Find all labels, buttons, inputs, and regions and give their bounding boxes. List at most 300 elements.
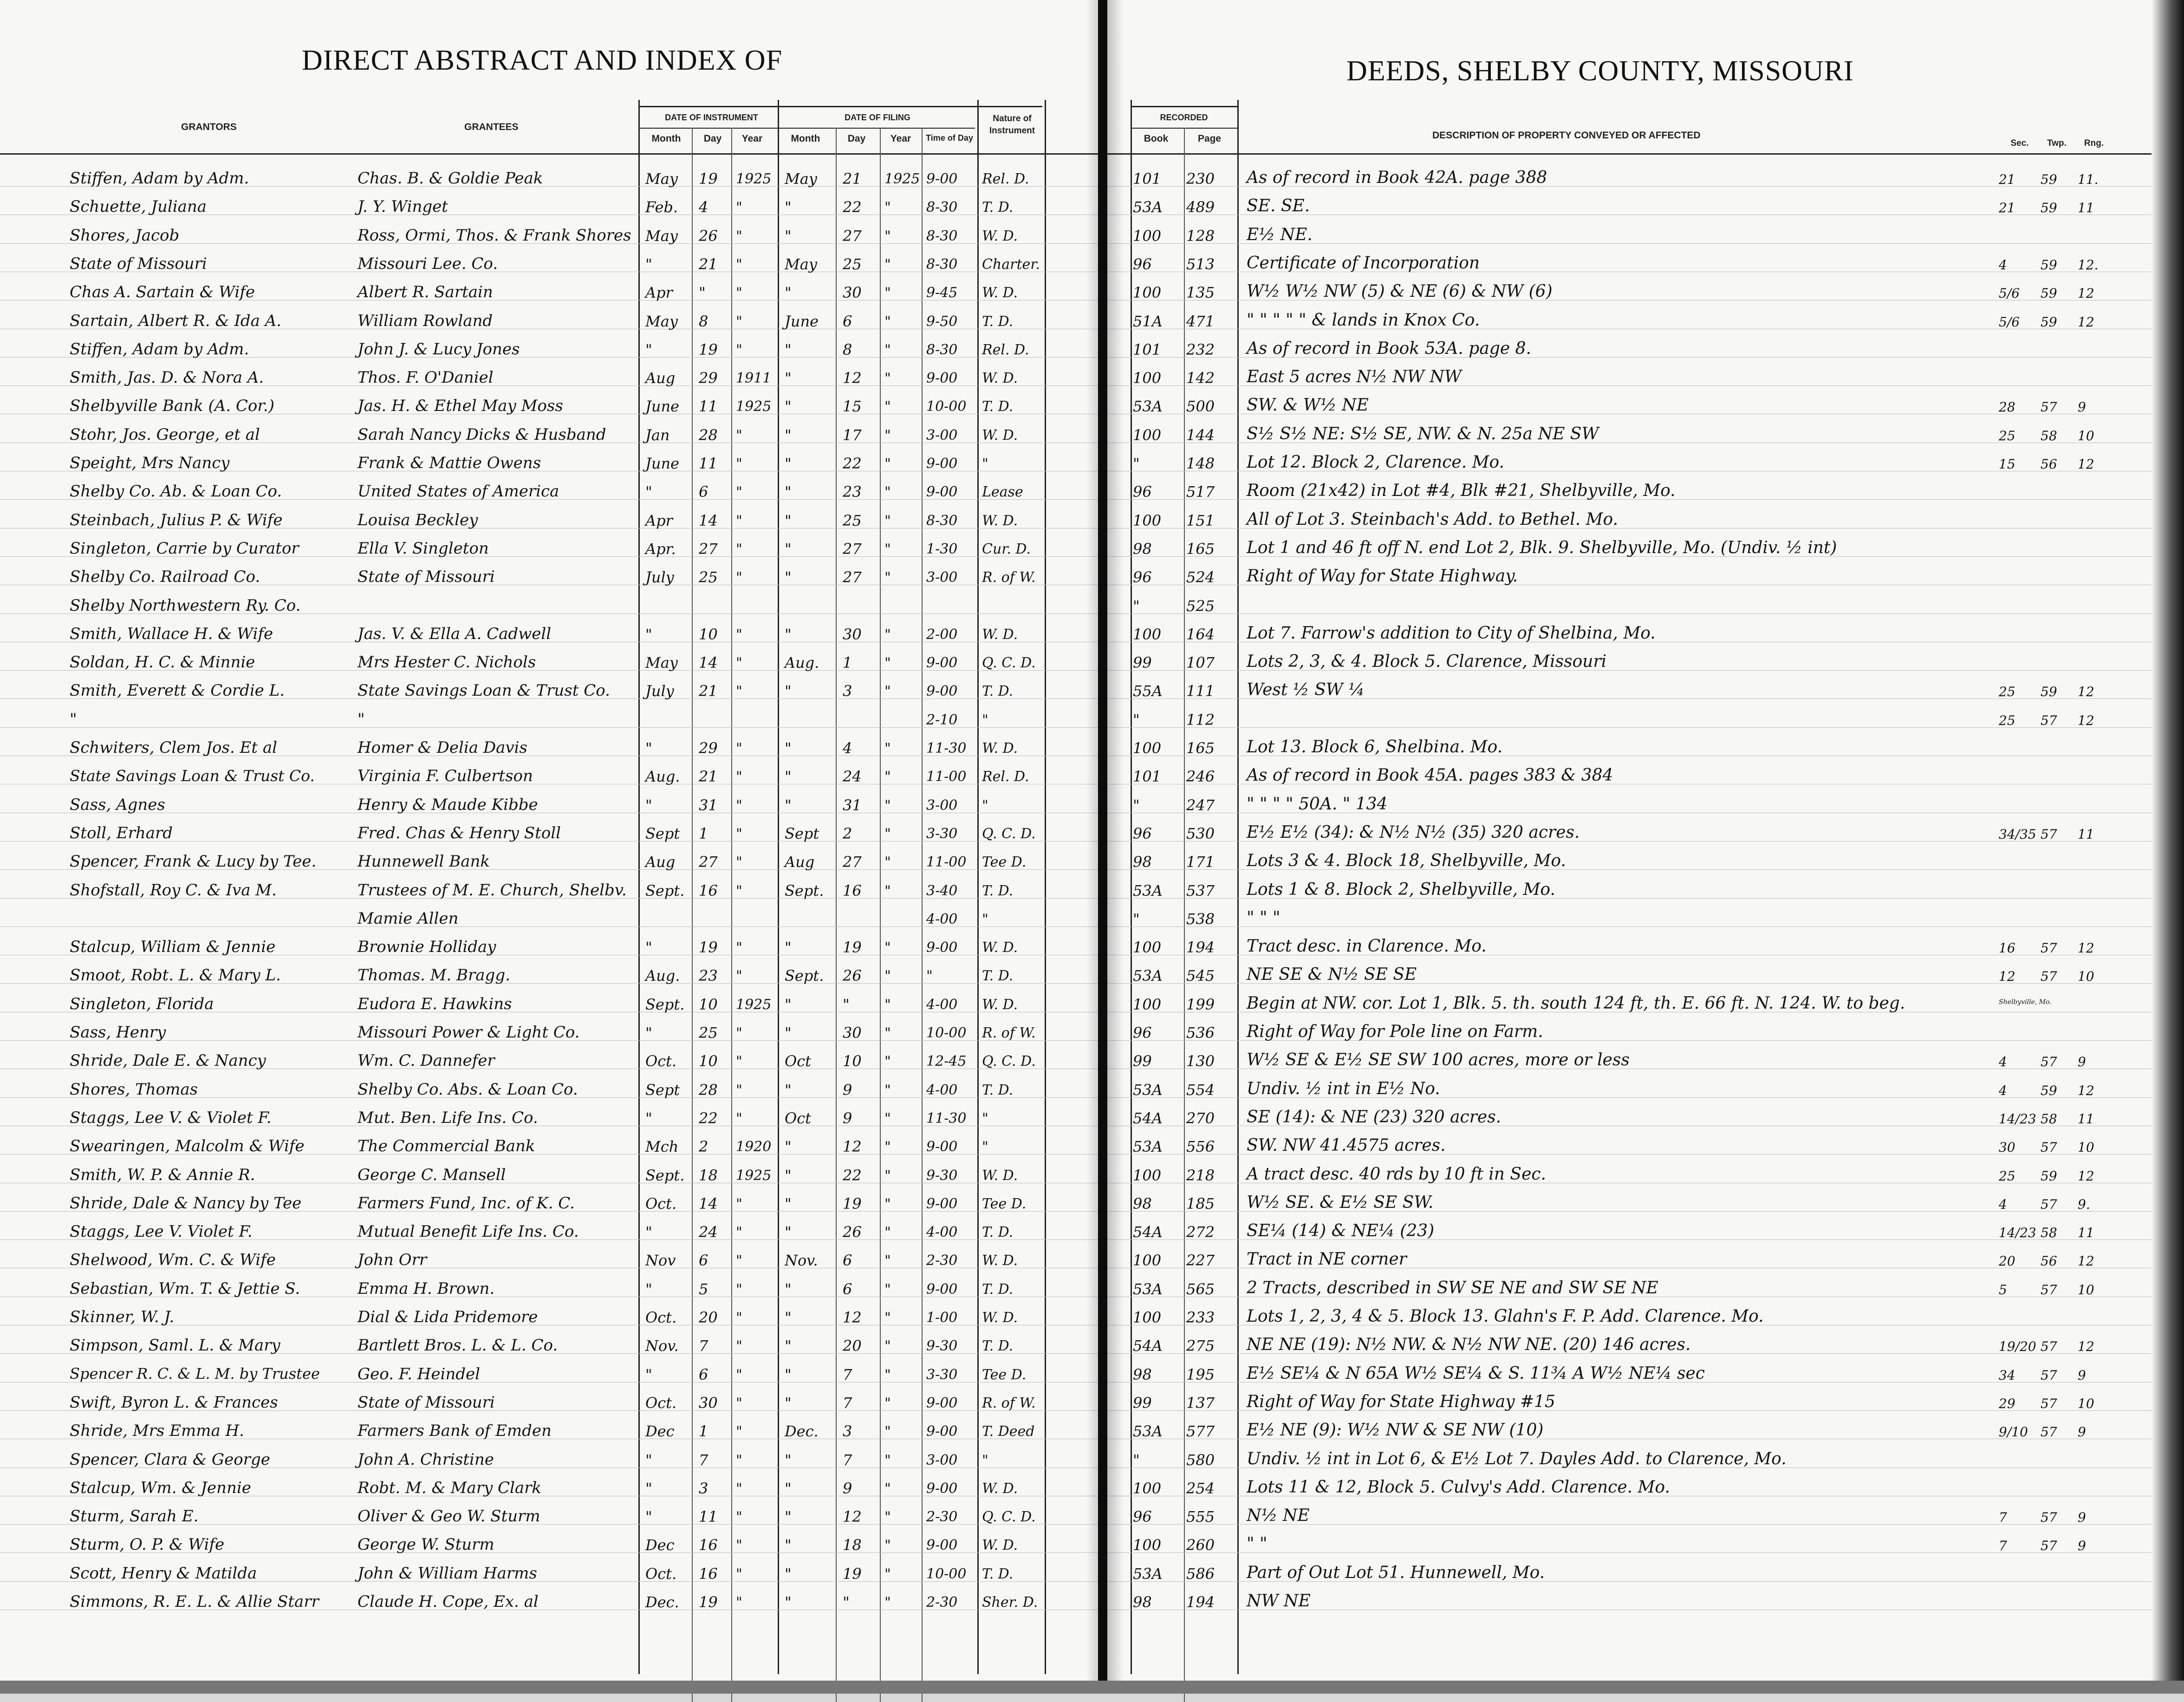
entry-description: As of record in Book 42A. page 388: [1247, 168, 1547, 187]
entry-file-month: ": [785, 739, 792, 757]
entry-inst-year: ": [736, 541, 742, 557]
entry-book: 96: [1133, 255, 1152, 273]
entry-file-month: ": [785, 796, 792, 814]
entry-nature: Q. C. D.: [982, 655, 1036, 671]
entry-grantee: State of Missouri: [358, 567, 495, 586]
entry-grantee: Jas. H. & Ethel May Moss: [358, 397, 563, 415]
entry-file-year: ": [884, 683, 891, 699]
entry-description: E½ NE (9): W½ NW & SE NW (10): [1247, 1421, 1544, 1440]
entry-nature: W. D.: [982, 1252, 1018, 1269]
entry-file-day: 26: [843, 1223, 862, 1241]
entry-book: 99: [1133, 1052, 1152, 1070]
entry-inst-month: Oct.: [645, 1565, 677, 1583]
entry-nature: W. D.: [982, 228, 1018, 244]
entry-twp: 56: [2041, 1253, 2057, 1269]
entry-time: 4-00: [926, 1224, 958, 1240]
entry-file-year: ": [884, 939, 891, 956]
entry-file-month: June: [785, 313, 819, 330]
entry-time: 3-40: [926, 883, 958, 899]
entry-grantee: George C. Mansell: [358, 1166, 506, 1184]
entry-page: 538: [1186, 910, 1215, 928]
entry-sec: 25: [1999, 684, 2015, 699]
entry-page: 580: [1186, 1451, 1215, 1469]
entry-file-month: May: [785, 170, 817, 188]
entry-time: 10-00: [926, 398, 967, 415]
entry-inst-year: ": [736, 313, 742, 330]
entry-inst-year: ": [736, 1053, 742, 1069]
entry-inst-year: ": [736, 939, 742, 956]
entry-file-month: May: [785, 255, 817, 273]
entry-grantor: Singleton, Florida: [70, 995, 214, 1013]
entry-twp: 59: [2041, 257, 2057, 273]
entry-file-month: Oct: [785, 1052, 812, 1070]
entry-inst-day: 14: [699, 512, 718, 529]
entry-book: 53A: [1133, 398, 1163, 415]
entry-nature: T. D.: [982, 1338, 1014, 1354]
entry-description: Lots 11 & 12, Block 5. Culvy's Add. Clarence. Mo.: [1247, 1478, 1670, 1497]
entry-grantee: Shelby Co. Abs. & Loan Co.: [358, 1080, 578, 1099]
entry-description: Lots 3 & 4. Block 18, Shelbyville, Mo.: [1247, 851, 1566, 870]
entry-file-day: 10: [843, 1052, 862, 1070]
entry-inst-day: 1: [699, 1422, 708, 1440]
entry-page: 218: [1186, 1167, 1215, 1184]
entry-page: 128: [1186, 227, 1215, 245]
entry-inst-month: ": [645, 1451, 652, 1469]
entry-book: 54A: [1133, 1223, 1163, 1241]
entry-page: 524: [1186, 568, 1215, 586]
entry-file-month: ": [785, 284, 792, 301]
entry-page: 554: [1186, 1081, 1215, 1099]
entry-page: 230: [1186, 170, 1215, 188]
entry-file-month: ": [785, 426, 792, 444]
entry-time: 12-45: [926, 1053, 967, 1069]
entry-inst-year: ": [736, 513, 742, 529]
entry-file-day: 21: [843, 170, 862, 188]
entry-grantor: Smith, Jas. D. & Nora A.: [70, 368, 264, 387]
entry-grantee: Thomas. M. Bragg.: [358, 966, 510, 985]
entry-file-day: 9: [843, 1109, 852, 1127]
entry-book: 51A: [1133, 313, 1163, 330]
entry-page: 577: [1186, 1422, 1215, 1440]
entry-book: 101: [1133, 341, 1162, 359]
entry-sec: 21: [1999, 172, 2015, 187]
entry-sec: 15: [1999, 456, 2015, 472]
entry-rng: 12: [2078, 1168, 2094, 1184]
entry-file-year: ": [884, 256, 891, 273]
entry-inst-year: ": [736, 797, 742, 814]
entry-book: 98: [1133, 1593, 1152, 1611]
entry-description: Right of Way for Pole line on Farm.: [1247, 1022, 1543, 1041]
entry-file-month: ": [785, 1167, 792, 1184]
col-header-book: Book: [1144, 133, 1169, 144]
entry-grantor: Singleton, Carrie by Curator: [70, 539, 299, 558]
divider-page-desc: [1237, 100, 1239, 1674]
entry-file-day: 8: [843, 341, 852, 359]
entry-inst-year: ": [736, 1395, 742, 1411]
entry-description: Right of Way for State Highway #15: [1247, 1392, 1555, 1411]
entry-inst-month: Sept.: [645, 882, 685, 900]
entry-nature: W. D.: [982, 939, 1018, 956]
entry-inst-day: 5: [699, 1280, 708, 1298]
entry-nature: ": [982, 712, 988, 728]
entry-inst-year: ": [736, 1480, 742, 1497]
entry-grantee: Bartlett Bros. L. & L. Co.: [358, 1336, 558, 1355]
entry-grantee: Fred. Chas & Henry Stoll: [358, 824, 561, 842]
entry-inst-year: ": [736, 1252, 742, 1269]
entry-file-day: 22: [843, 455, 862, 472]
entry-page: 227: [1186, 1252, 1215, 1269]
col-header-file-year: Year: [890, 133, 911, 144]
entry-book: 54A: [1133, 1109, 1163, 1127]
entry-file-year: ": [884, 1196, 891, 1212]
entry-inst-day: 21: [699, 682, 718, 700]
entry-file-month: ": [785, 198, 792, 216]
divider-file-month-day: [836, 128, 837, 1702]
entry-inst-day: 29: [699, 739, 718, 757]
entry-inst-day: 19: [699, 1593, 718, 1611]
entry-description: Right of Way for State Highway.: [1247, 567, 1518, 586]
entry-page: 137: [1186, 1394, 1215, 1412]
entry-inst-month: Oct.: [645, 1195, 677, 1213]
entry-file-day: 12: [843, 369, 862, 387]
entry-file-day: 27: [843, 568, 862, 586]
entry-file-month: Aug: [785, 853, 815, 871]
entry-description: Tract in NE corner: [1247, 1250, 1407, 1269]
entry-inst-month: ": [645, 1109, 652, 1127]
entry-inst-year: 1911: [736, 370, 772, 386]
entry-nature: T. D.: [982, 968, 1014, 984]
entry-inst-day: 21: [699, 255, 718, 273]
entry-time: 9-00: [926, 1480, 958, 1497]
entry-book: 98: [1133, 853, 1152, 871]
entry-grantee: John A. Christine: [358, 1450, 494, 1469]
entry-grantor: Staggs, Lee V. Violet F.: [70, 1222, 253, 1241]
entry-grantor: Spencer, Clara & George: [70, 1450, 270, 1469]
entry-rng: 12: [2078, 1339, 2094, 1354]
entry-inst-month: ": [645, 796, 652, 814]
entry-inst-month: Nov: [645, 1252, 676, 1269]
entry-file-month: ": [785, 1394, 792, 1412]
entry-rng: 12: [2078, 314, 2094, 330]
entry-file-month: ": [785, 1593, 792, 1611]
entry-time: 9-00: [926, 1395, 958, 1411]
entry-file-day: 3: [843, 682, 852, 700]
entry-nature: W. D.: [982, 370, 1018, 386]
entry-grantee: Missouri Power & Light Co.: [358, 1023, 580, 1042]
entry-file-year: ": [884, 1025, 891, 1041]
entry-file-month: ": [785, 1366, 792, 1383]
header-rule-bottom: [0, 153, 1098, 155]
entry-page: 270: [1186, 1109, 1215, 1127]
entry-file-year: ": [884, 626, 891, 643]
entry-nature: W. D.: [982, 513, 1018, 529]
entry-file-year: ": [884, 1252, 891, 1269]
entry-time: 9-00: [926, 1281, 958, 1298]
entry-inst-month: June: [645, 455, 679, 472]
entry-description: NE NE (19): N½ NW. & N½ NW NE. (20) 146 acres.: [1247, 1335, 1691, 1354]
entry-grantee: Louisa Beckley: [358, 511, 478, 529]
recorded-rule-top: [1131, 106, 1237, 107]
entry-rng: 11: [2078, 1225, 2094, 1240]
entry-file-day: 2: [843, 825, 852, 842]
entry-file-month: Sept: [785, 825, 819, 842]
entry-twp: 57: [2041, 1054, 2057, 1069]
entry-file-month: ": [785, 398, 792, 415]
entry-twp: 57: [2041, 1282, 2057, 1298]
entry-description: " " " " 50A. " 134: [1247, 795, 1388, 814]
entry-grantor: Steinbach, Julius P. & Wife: [70, 511, 283, 529]
entry-sec: 5/6: [1999, 314, 2020, 330]
entry-rng: 11: [2078, 1111, 2094, 1127]
entry-time: 1-30: [926, 541, 958, 557]
entry-time: 9-30: [926, 1338, 958, 1354]
entry-page: 195: [1186, 1366, 1215, 1383]
entry-description: NE SE & N½ SE SE: [1247, 965, 1417, 984]
entry-time: 4-00: [926, 911, 958, 927]
entry-inst-year: ": [736, 1310, 742, 1326]
entry-page: 111: [1186, 682, 1215, 700]
entry-grantor: Spencer, Frank & Lucy by Tee.: [70, 852, 317, 871]
entry-book: 54A: [1133, 1337, 1163, 1355]
entry-time: 11-30: [926, 1110, 967, 1127]
entry-rng: 9.: [2078, 1197, 2090, 1212]
entry-nature: Rel. D.: [982, 342, 1029, 358]
entry-inst-day: 29: [699, 369, 718, 387]
entry-page: 513: [1186, 255, 1215, 273]
entry-inst-month: Aug.: [645, 768, 680, 785]
col-header-time-of-day: Time of Day: [926, 133, 973, 143]
entry-file-month: ": [785, 540, 792, 558]
col-header-grantors: GRANTORS: [181, 122, 237, 132]
entry-file-day: 27: [843, 227, 862, 245]
entry-twp: 59: [2041, 1168, 2057, 1184]
entry-book: 96: [1133, 1024, 1152, 1042]
entry-file-day: 1: [843, 654, 852, 672]
entry-sec: 25: [1999, 713, 2015, 728]
entry-grantee: ": [358, 710, 365, 729]
entry-grantor: Chas A. Sartain & Wife: [70, 283, 255, 301]
entry-grantee: Wm. C. Dannefer: [358, 1051, 495, 1070]
entry-inst-month: Sept: [645, 825, 680, 842]
entry-book: 100: [1133, 369, 1162, 387]
entry-file-year: ": [884, 398, 891, 415]
entry-book: ": [1133, 711, 1140, 729]
entry-file-day: 6: [843, 313, 852, 330]
entry-description: West ½ SW ¼: [1247, 680, 1365, 699]
entry-grantor: Swearingen, Malcolm & Wife: [70, 1137, 305, 1155]
entry-page: 536: [1186, 1024, 1215, 1042]
entry-rng: 12: [2078, 713, 2094, 728]
entry-file-month: ": [785, 1024, 792, 1042]
entry-file-day: 18: [843, 1536, 862, 1554]
entry-inst-day: 25: [699, 568, 718, 586]
entry-twp: 59: [2041, 286, 2057, 301]
entry-file-month: ": [785, 1280, 792, 1298]
entry-grantor: Sebastian, Wm. T. & Jettie S.: [70, 1279, 300, 1298]
divider-inst-day-year: [731, 128, 732, 1702]
entry-twp: 59: [2041, 200, 2057, 215]
entry-book: 100: [1133, 284, 1162, 301]
entry-file-year: ": [884, 313, 891, 330]
entry-nature: ": [982, 456, 988, 472]
entry-grantee: John & William Harms: [358, 1564, 537, 1583]
entry-time: 9-00: [926, 370, 958, 386]
entry-rng: 10: [2078, 1396, 2094, 1411]
entry-time: 9-00: [926, 1139, 958, 1155]
entry-file-day: 30: [843, 626, 862, 643]
entry-grantee: Mutual Benefit Life Ins. Co.: [358, 1222, 579, 1241]
entry-grantee: Eudora E. Hawkins: [358, 995, 512, 1013]
entry-sec: 21: [1999, 200, 2015, 215]
entry-grantee: Farmers Fund, Inc. of K. C.: [358, 1194, 575, 1213]
entry-inst-year: ": [736, 228, 742, 244]
entry-file-year: ": [884, 199, 891, 215]
entry-file-month: ": [785, 483, 792, 501]
entry-file-year: ": [884, 1224, 891, 1240]
entry-book: 101: [1133, 170, 1162, 188]
entry-sec: 25: [1999, 428, 2015, 443]
entry-description: SE. SE.: [1247, 196, 1310, 215]
entry-grantee: George W. Sturm: [358, 1535, 494, 1554]
entry-book: 96: [1133, 1508, 1152, 1526]
entry-time: 9-00: [926, 939, 958, 956]
entry-inst-year: ": [736, 854, 742, 870]
entry-time: 8-30: [926, 199, 958, 215]
entry-rng: 12: [2078, 940, 2094, 956]
entry-inst-month: July: [645, 682, 674, 700]
entry-grantee: Albert R. Sartain: [358, 283, 493, 301]
entry-description: SE (14): & NE (23) 320 acres.: [1247, 1108, 1502, 1127]
entry-nature: Rel. D.: [982, 171, 1029, 187]
entry-grantee: Thos. F. O'Daniel: [358, 368, 494, 387]
entry-rng: 12: [2078, 286, 2094, 301]
entry-grantee: Ella V. Singleton: [358, 539, 489, 558]
entry-sec: 5/6: [1999, 286, 2020, 301]
entry-description: Lots 2, 3, & 4. Block 5. Clarence, Missouri: [1247, 652, 1607, 671]
entry-file-month: ": [785, 1195, 792, 1213]
ruled-line: [1107, 613, 2152, 614]
entry-page: 107: [1186, 654, 1215, 672]
entry-file-year: ": [884, 484, 891, 500]
entry-description: All of Lot 3. Steinbach's Add. to Bethel. Mo.: [1247, 510, 1618, 529]
entry-nature: W. D.: [982, 1167, 1018, 1184]
entry-inst-day: 30: [699, 1394, 718, 1412]
entry-rng: 9: [2078, 1510, 2086, 1525]
entry-grantor: Smith, W. P. & Annie R.: [70, 1166, 255, 1184]
bottom-edge-shadow: [0, 1681, 2184, 1694]
entry-file-month: Aug.: [785, 654, 819, 672]
entry-file-year: ": [884, 1338, 891, 1354]
col-header-recorded: RECORDED: [1160, 113, 1208, 122]
entry-grantee: United States of America: [358, 482, 559, 501]
entry-time: 3-30: [926, 826, 958, 842]
entry-file-year: ": [884, 1139, 891, 1155]
entry-description: E½ E½ (34): & N½ N½ (35) 320 acres.: [1247, 823, 1580, 842]
entry-file-month: ": [785, 996, 792, 1013]
entry-description: SW. & W½ NE: [1247, 396, 1369, 415]
entry-description: 2 Tracts, described in SW SE NE and SW SE NE: [1247, 1278, 1658, 1298]
entry-rng: 10: [2078, 428, 2094, 443]
entry-file-month: ": [785, 1309, 792, 1326]
entry-grantee: Henry & Maude Kibbe: [358, 796, 538, 814]
entry-file-month: ": [785, 1480, 792, 1497]
entry-inst-year: 1925: [736, 1167, 772, 1184]
entry-description: As of record in Book 45A. pages 383 & 384: [1247, 766, 1613, 785]
entry-file-day: 7: [843, 1394, 852, 1412]
entry-page: 530: [1186, 825, 1215, 842]
entry-file-day: 27: [843, 853, 862, 871]
entry-grantee: Missouri Lee. Co.: [358, 254, 498, 273]
entry-description: Part of Out Lot 51. Hunnewell, Mo.: [1247, 1563, 1545, 1582]
entry-inst-year: ": [736, 569, 742, 586]
entry-grantor: Shores, Thomas: [70, 1080, 198, 1099]
entry-inst-day: 14: [699, 1195, 718, 1213]
entry-page: 500: [1186, 398, 1215, 415]
entry-grantor: Simmons, R. E. L. & Allie Starr: [70, 1592, 319, 1611]
entry-rng: 12: [2078, 456, 2094, 472]
entry-file-year: ": [884, 342, 891, 358]
entry-file-day: 19: [843, 939, 862, 956]
entry-time: 9-00: [926, 484, 958, 500]
entry-page: 517: [1186, 483, 1215, 501]
entry-nature: W. D.: [982, 1480, 1018, 1497]
entry-time: 9-00: [926, 1196, 958, 1212]
entry-book: 53A: [1133, 1081, 1163, 1099]
entry-inst-month: Feb.: [645, 198, 678, 216]
entry-twp: 57: [2041, 1197, 2057, 1212]
entry-rng: 11.: [2078, 172, 2099, 187]
entry-inst-month: Apr: [645, 512, 673, 529]
entry-file-month: ": [785, 1138, 792, 1155]
entry-time: 2-30: [926, 1509, 958, 1525]
entry-grantee: Oliver & Geo W. Sturm: [358, 1507, 540, 1526]
entry-time: 4-00: [926, 997, 958, 1013]
entry-nature: T. D.: [982, 398, 1014, 415]
entry-page: 165: [1186, 540, 1215, 558]
entry-grantor: Shelby Co. Railroad Co.: [70, 567, 260, 586]
entry-file-year: ": [884, 1452, 891, 1468]
entry-twp: 57: [2041, 1510, 2057, 1525]
entry-time: 4-00: [926, 1082, 958, 1098]
left-page-title: DIRECT ABSTRACT AND INDEX OF: [302, 45, 783, 76]
entry-time: 9-50: [926, 313, 958, 330]
entry-inst-year: ": [736, 1196, 742, 1212]
entry-time: 8-30: [926, 256, 958, 273]
entry-nature: W. D.: [982, 285, 1018, 301]
entry-page: 142: [1186, 369, 1215, 387]
entry-inst-year: ": [736, 683, 742, 699]
entry-inst-day: 24: [699, 1223, 718, 1241]
entry-file-day: 12: [843, 1309, 862, 1326]
entry-nature: Lease: [982, 484, 1023, 500]
entry-rng: 11: [2078, 827, 2094, 842]
entry-book: 100: [1133, 426, 1162, 444]
entry-nature: W. D.: [982, 1310, 1018, 1326]
entry-file-year: ": [884, 427, 891, 443]
entry-twp: 59: [2041, 172, 2057, 187]
entry-file-day: 17: [843, 426, 862, 444]
entry-grantee: Dial & Lida Pridemore: [358, 1308, 538, 1326]
entry-description: Tract desc. in Clarence. Mo.: [1247, 937, 1487, 956]
entry-sec: 4: [1999, 1197, 2007, 1212]
entry-file-year: ": [884, 1480, 891, 1497]
entry-book: 53A: [1133, 1565, 1163, 1583]
entry-inst-month: Oct.: [645, 1309, 677, 1326]
col-header-inst-year: Year: [741, 133, 763, 144]
entry-grantor: State of Missouri: [70, 254, 207, 273]
entry-file-month: ": [785, 341, 792, 359]
entry-file-year: ": [884, 1537, 891, 1553]
